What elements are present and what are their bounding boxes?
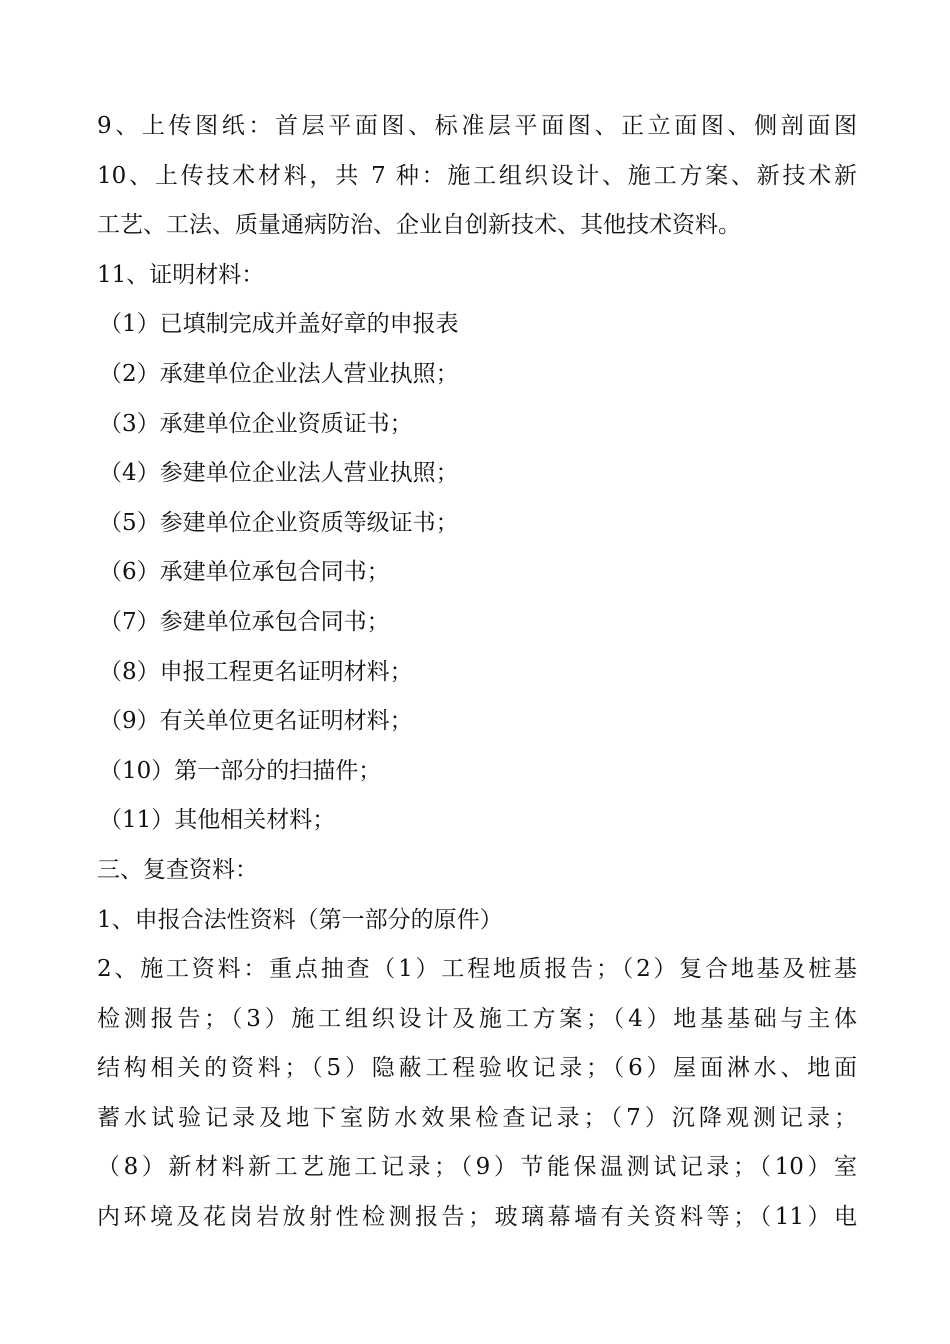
document-body — [97, 102, 857, 1243]
text-line: 10、上传技术材料，共 7 种：施工组织设计、施工方案、新技术新 — [97, 162, 857, 189]
list-item: （7）参建单位承包合同书； — [99, 608, 390, 635]
list-item: （5）参建单位企业资质等级证书； — [99, 509, 459, 536]
text-line: 1、申报合法性资料（第一部分的原件） — [97, 906, 503, 933]
section-heading: 三、复查资料： — [97, 856, 258, 883]
list-item: （9）有关单位更名证明材料； — [99, 708, 413, 735]
text-line: 11、证明材料： — [97, 261, 265, 288]
list-item: （1）已填制完成并盖好章的申报表 — [99, 311, 459, 338]
list-item: （8）申报工程更名证明材料； — [99, 658, 413, 685]
list-item: （6）承建单位承包合同书； — [99, 559, 390, 586]
list-item: （10）第一部分的扫描件； — [99, 757, 382, 784]
text-line: 内环境及花岗岩放射性检测报告；玻璃幕墙有关资料等；（11）电 — [97, 1204, 857, 1231]
list-item: （4）参建单位企业法人营业执照； — [99, 460, 459, 487]
text-line: 蓄水试验记录及地下室防水效果检查记录；（7）沉降观测记录； — [97, 1104, 857, 1131]
list-item: （3）承建单位企业资质证书； — [99, 410, 413, 437]
text-line: 2、施工资料：重点抽查（1）工程地质报告；（2）复合地基及桩基 — [97, 956, 857, 983]
text-line: （8）新材料新工艺施工记录；（9）节能保温测试记录；（10）室 — [97, 1154, 857, 1181]
list-item: （11）其他相关材料； — [99, 807, 336, 834]
text-line: 工艺、工法、质量通病防治、企业自创新技术、其他技术资料。 — [97, 212, 741, 239]
text-line: 9、上传图纸：首层平面图、标准层平面图、正立面图、侧剖面图 — [97, 113, 857, 139]
list-item: （2）承建单位企业法人营业执照； — [99, 360, 459, 387]
text-line: 结构相关的资料；（5）隐蔽工程验收记录；（6）屋面淋水、地面 — [97, 1055, 857, 1082]
text-line: 检测报告；（3）施工组织设计及施工方案；（4）地基基础与主体 — [97, 1005, 857, 1032]
